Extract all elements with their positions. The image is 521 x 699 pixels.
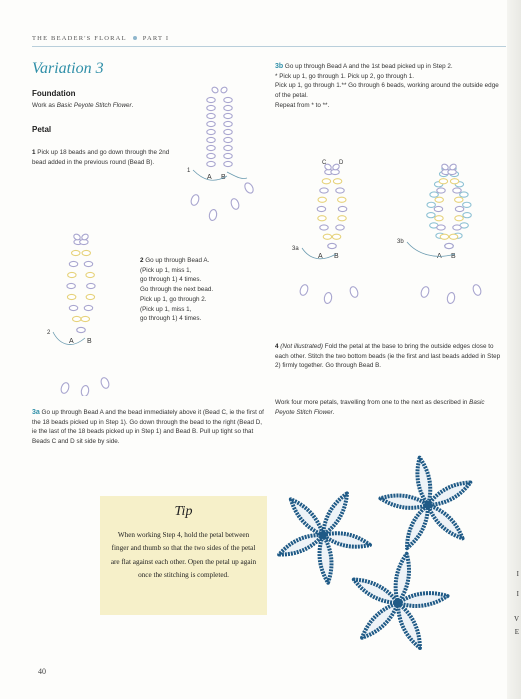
bead [224,145,232,150]
bead [323,292,332,304]
flower-petal [320,535,332,583]
bead [86,294,94,299]
bead [338,206,346,211]
label-b: B [451,253,456,260]
label-c: C [322,160,327,166]
step-3a-diagram [292,150,382,305]
bead [86,272,94,277]
bead [463,202,471,207]
flower-center [319,531,327,539]
header-rule [32,46,506,47]
bead [230,198,241,211]
step-3a-text: 3a Go up through Bead A and the bead immediately above it (Bead C, ie the first of the 18 beads picked up in Step 1). Go down through the bead to the right (Bead D, ie the last of the 18 beads picked up in Step 1) and Bead B. Pull up tight so that Beads C and D sit side by side. [32,409,264,446]
bead [338,197,346,202]
flower-petal [428,482,470,505]
label-a: A [437,253,442,260]
bead [430,192,438,197]
bead [460,192,468,197]
bead [437,188,445,193]
step-1-diagram [183,80,258,225]
foundation-heading: Foundation [32,89,76,98]
bead [336,225,344,230]
running-head: THE BEADER'S FLORAL PART I [32,35,170,42]
bead [100,377,111,390]
bead [455,206,463,211]
bead [207,153,215,158]
tip-box [100,496,267,615]
label-a: A [69,338,74,345]
label-step-1: 1 [187,168,191,174]
beaded-flowers-photo [268,455,508,670]
flower-petal [428,505,463,538]
bead [420,286,431,299]
flower-group [279,458,470,648]
flower-petal [398,603,420,648]
flower-petal [279,535,323,555]
label-d: D [339,160,344,166]
step-2-diagram [45,228,135,396]
bead [445,243,453,248]
bead [320,225,328,230]
bead [318,216,326,221]
step-1-text: 1 Pick up 18 beads and go down through the 2nd bead added in the previous round (Bead B). [32,149,170,166]
label-a: A [207,174,212,181]
bead [224,153,232,158]
bead [60,382,71,395]
bead [80,385,89,396]
bead [224,161,232,166]
bead [318,197,326,202]
bead [224,129,232,134]
bead [328,243,336,248]
bead [87,283,95,288]
bead [332,234,340,239]
bead [338,216,346,221]
next-page-edge: I I V E [507,0,521,699]
bead [220,86,228,94]
bead [320,188,328,193]
bead [84,305,92,310]
bead [455,216,463,221]
flower-center [394,599,402,607]
bead [450,179,458,184]
bead [82,250,90,255]
bead [207,113,215,118]
bead [224,113,232,118]
bead [427,202,435,207]
bead [224,121,232,126]
tip-text: When working Step 4, hold the petal between finger and thumb so that the two sides of the petal are flat against each other. Open the petal up again once the stitching is completed. [110,531,257,579]
label-b: B [221,174,226,181]
bead [455,197,463,202]
bead [207,129,215,134]
step-2-text: 2 Go up through Bead A. (Pick up 1, miss 1, go through 1) 4 times. Go through the next bead. Pick up 1, go through 2. (Pick up 1, miss 1, go through 1) 4 times. [140,257,214,323]
petal-beads [60,233,111,396]
bead [224,137,232,142]
bead [190,194,201,207]
page-number: 40 [38,667,46,676]
petal-heading: Petal [32,125,52,134]
step-4-text: 4 (Not illustrated) Fold the petal at the base to bring the outside edges close to each other. Stitch the two bottom beads (ie the first and last beads added in Step 2) firmly together. Go through Bead B. [275,343,501,370]
bead [336,188,344,193]
flower-center [424,501,432,509]
section-title: Variation 3 [32,60,104,77]
bead [69,261,77,266]
bullet-icon [133,36,137,40]
flower-petal [396,554,409,603]
bead [208,209,217,221]
bead-column [190,86,255,221]
bead [207,97,215,102]
foundation-text: Work as Basic Peyote Stitch Flower. [32,102,134,109]
label-b: B [87,338,92,345]
bead [322,179,330,184]
bead [67,283,75,288]
label-step-3b: 3b [397,239,404,245]
bead [317,206,325,211]
bead [472,284,483,297]
bead [72,250,80,255]
bead [349,286,360,299]
bead [435,197,443,202]
flower-petal [407,505,428,548]
bead [439,179,447,184]
flower-petal [417,458,430,505]
bead [207,161,215,166]
bead [243,181,255,194]
bead [323,234,331,239]
bead [427,213,435,218]
bead [77,327,85,332]
flower-petal [323,533,370,546]
bead [207,145,215,150]
bead [224,105,232,110]
flower-petal [291,499,323,535]
bead [463,213,471,218]
flower-petal [398,593,448,606]
bead [68,272,76,277]
label-b: B [334,253,339,260]
bead [453,188,461,193]
bead [81,316,89,321]
bead [207,137,215,142]
bead [211,86,219,94]
bead [449,234,457,239]
bead [73,316,81,321]
flower-petal [354,580,398,603]
bead [434,206,442,211]
flower-petal [362,603,398,638]
step-3b-text: 3b Go up through Bead A and the 1st bead picked up in Step 2. * Pick up 1, go through 1. Pick up 2, go through 1. Pick up 1, go through 1.** Go through 6 beads, working around the outside edge of the petal. Repeat from * to **. [275,63,499,109]
bead [207,121,215,126]
closing-text: Work four more petals, travelling from one to the next as described in Basic Peyote Stitch Flower. [275,399,485,416]
petal-beads [420,163,483,304]
bead [67,294,75,299]
bead [446,292,455,304]
bead [299,284,310,297]
bead [453,225,461,230]
label-step-3a: 3a [292,246,299,252]
step-3b-diagram [395,150,505,305]
flower-petal [380,495,428,507]
label-a: A [318,253,323,260]
bead [84,261,92,266]
bead [224,97,232,102]
label-step-2: 2 [47,330,51,336]
bead [440,234,448,239]
bead [69,305,77,310]
bead [435,216,443,221]
flower-petal [323,493,347,535]
petal-beads [299,163,360,304]
tip-title: Tip [174,504,193,519]
bead [333,179,341,184]
bead [207,105,215,110]
bead [437,225,445,230]
